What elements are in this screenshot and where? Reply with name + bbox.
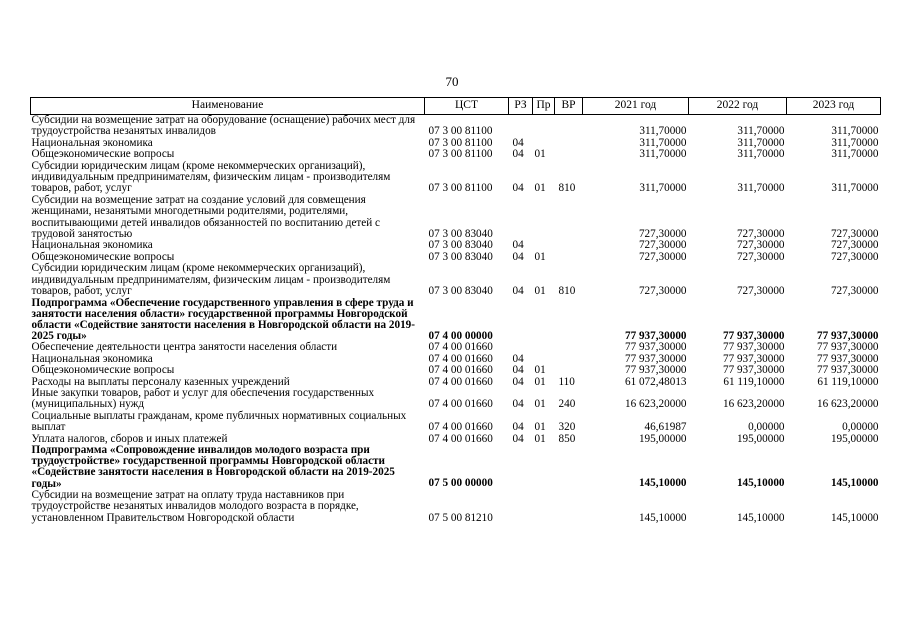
table-row — [31, 490, 881, 524]
cell-name: Субсидии на возмещение затрат на оплату труда наставников при трудоустройстве незанятых инвалидов молодого возраста в порядке, установленном Правительством Новгородской области — [31, 488, 359, 524]
cell-name: Расходы на выплаты персоналу казенных учреждений — [31, 375, 290, 388]
cell-rz: 04 — [512, 285, 524, 298]
cell-csr: 07 3 00 81100 — [428, 182, 493, 195]
cell-vr: 810 — [558, 285, 576, 298]
cell-y2022: 77 937,30000 — [722, 329, 785, 342]
table-row — [31, 388, 881, 411]
cell-name: Общеэкономические вопросы — [31, 148, 175, 161]
cell-rz: 04 — [512, 182, 524, 195]
cell-rz — [509, 342, 533, 353]
cell-pr: 01 — [534, 398, 546, 411]
cell-y2021: 145,10000 — [638, 477, 687, 490]
header-csr: ЦСТ — [425, 98, 509, 115]
table-row — [31, 195, 881, 241]
cell-name: Подпрограмма «Обеспечение государственного управления в сфере труда и занятости населения области» государственной программы Новгородской области «Содействие занятости населения в Новгородской области на 2019-2025 годы» — [31, 296, 415, 343]
cell-y2022: 61 119,10000 — [723, 375, 785, 388]
cell-name: Общеэкономические вопросы — [31, 364, 175, 377]
cell-name: Субсидии юридическим лицам (кроме некоммерческих организаций), индивидуальным предпринимателям, физическим лицам - производителям товаров, работ, услуг — [31, 262, 391, 298]
cell-name: Уплата налогов, сборов и иных платежей — [31, 432, 228, 445]
cell-pr — [533, 445, 555, 490]
cell-name: Иные закупки товаров, работ и услуг для обеспечения государственных (муниципальных) нужд — [31, 386, 375, 411]
cell-pr — [533, 298, 555, 343]
cell-rz: 04 — [512, 375, 524, 388]
cell-y2022: 311,70000 — [737, 125, 785, 138]
cell-csr: 07 3 00 83040 — [428, 228, 493, 241]
header-2021: 2021 год — [583, 98, 689, 115]
cell-y2023: 311,70000 — [831, 148, 879, 161]
cell-y2023: 195,00000 — [830, 432, 879, 445]
table-row — [31, 342, 881, 353]
cell-y2021: 77 937,30000 — [624, 329, 687, 342]
cell-vr — [555, 298, 583, 343]
cell-pr: 01 — [534, 364, 546, 377]
cell-csr: 07 3 00 83040 — [428, 250, 493, 263]
cell-y2021: 195,00000 — [638, 432, 687, 445]
cell-name: Национальная экономика — [31, 352, 153, 365]
cell-vr — [555, 240, 583, 251]
cell-y2021: 727,30000 — [638, 239, 687, 252]
cell-vr: 110 — [558, 375, 575, 388]
cell-pr: 01 — [534, 250, 546, 263]
cell-csr: 07 4 00 01660 — [428, 375, 493, 388]
cell-y2023: 16 623,20000 — [816, 398, 879, 411]
cell-vr — [555, 115, 583, 138]
cell-vr: 240 — [558, 398, 576, 411]
cell-rz — [509, 298, 533, 343]
cell-y2023: 311,70000 — [831, 182, 879, 195]
cell-vr — [555, 138, 583, 149]
cell-y2021: 311,70000 — [639, 125, 687, 138]
cell-y2023: 311,70000 — [831, 125, 879, 138]
cell-vr — [555, 365, 583, 376]
cell-vr — [555, 354, 583, 365]
cell-name: Национальная экономика — [31, 239, 153, 252]
header-2022: 2022 год — [689, 98, 787, 115]
cell-vr — [555, 149, 583, 160]
cell-vr: 850 — [558, 432, 576, 445]
table-body — [31, 115, 881, 525]
cell-y2023: 0,00000 — [842, 421, 879, 434]
cell-name: Общеэкономические вопросы — [31, 250, 175, 263]
table-row — [31, 161, 881, 195]
cell-y2023: 727,30000 — [830, 239, 879, 252]
cell-vr — [555, 490, 583, 524]
table-row — [31, 411, 881, 434]
cell-rz — [509, 115, 533, 138]
table-row — [31, 115, 881, 138]
cell-pr: 01 — [534, 375, 546, 388]
cell-name: Обеспечение деятельности центра занятости населения области — [31, 341, 338, 354]
cell-y2023: 727,30000 — [830, 228, 879, 241]
cell-csr: 07 5 00 00000 — [428, 477, 493, 490]
cell-y2023: 77 937,30000 — [816, 341, 879, 354]
cell-y2022: 145,10000 — [736, 511, 785, 524]
cell-y2021: 145,10000 — [638, 511, 687, 524]
cell-rz: 04 — [512, 239, 524, 252]
cell-y2023: 77 937,30000 — [816, 364, 879, 377]
cell-y2022: 77 937,30000 — [722, 352, 785, 365]
cell-vr: 810 — [558, 182, 576, 195]
cell-y2021: 727,30000 — [638, 228, 687, 241]
table-row-subprogram — [31, 445, 881, 490]
table-row — [31, 149, 881, 160]
table-row — [31, 263, 881, 297]
cell-rz: 04 — [512, 352, 524, 365]
table-row-subprogram — [31, 298, 881, 343]
header-name: Наименование — [31, 98, 425, 115]
cell-pr — [533, 195, 555, 241]
cell-name: Национальная экономика — [31, 136, 153, 149]
cell-y2021: 77 937,30000 — [624, 364, 687, 377]
cell-y2023: 727,30000 — [830, 250, 879, 263]
cell-pr: 01 — [534, 285, 546, 298]
cell-csr: 07 4 00 01660 — [428, 341, 493, 354]
cell-csr: 07 4 00 01660 — [428, 421, 493, 434]
cell-pr: 01 — [534, 432, 546, 445]
cell-pr — [533, 342, 555, 353]
cell-rz: 04 — [512, 398, 524, 411]
cell-y2023: 77 937,30000 — [816, 352, 879, 365]
cell-y2022: 727,30000 — [736, 285, 785, 298]
table-row — [31, 365, 881, 376]
cell-pr: 01 — [534, 182, 546, 195]
header-2023: 2023 год — [787, 98, 881, 115]
cell-y2023: 727,30000 — [830, 285, 879, 298]
cell-rz: 04 — [512, 148, 524, 161]
cell-pr — [533, 115, 555, 138]
cell-rz: 04 — [512, 432, 524, 445]
cell-rz: 04 — [512, 364, 524, 377]
cell-csr: 07 4 00 01660 — [428, 352, 493, 365]
cell-vr: 320 — [558, 421, 576, 434]
cell-y2022: 16 623,20000 — [722, 398, 785, 411]
cell-y2023: 77 937,30000 — [816, 329, 879, 342]
cell-rz — [509, 445, 533, 490]
cell-name: Субсидии юридическим лицам (кроме некоммерческих организаций), индивидуальным предпринимателям, физическим лицам - производителям товаров, работ, услуг — [31, 159, 391, 195]
cell-y2022: 77 937,30000 — [722, 364, 785, 377]
cell-y2022: 195,00000 — [736, 432, 785, 445]
cell-y2021: 311,70000 — [639, 148, 687, 161]
cell-y2022: 727,30000 — [736, 239, 785, 252]
cell-csr: 07 3 00 81100 — [428, 148, 493, 161]
cell-csr: 07 4 00 01660 — [428, 398, 493, 411]
cell-y2022: 727,30000 — [736, 228, 785, 241]
cell-name: Подпрограмма «Сопровождение инвалидов молодого возраста при трудоустройстве» государственной программы Новгородской области «Содействие занятости населения в Новгородской области на 2019-2025 годы» — [31, 443, 395, 490]
cell-y2022: 311,70000 — [737, 148, 785, 161]
cell-vr — [555, 195, 583, 241]
cell-y2023: 145,10000 — [830, 511, 879, 524]
cell-rz: 04 — [512, 136, 524, 149]
cell-pr: 01 — [534, 421, 546, 434]
table-header-row — [31, 98, 881, 115]
cell-vr — [555, 342, 583, 353]
cell-csr: 07 3 00 83040 — [428, 285, 493, 298]
cell-y2021: 311,70000 — [639, 182, 687, 195]
cell-y2022: 311,70000 — [737, 136, 785, 149]
cell-y2021: 727,30000 — [638, 250, 687, 263]
cell-y2021: 727,30000 — [638, 285, 687, 298]
header-pr: Пр — [533, 98, 555, 115]
cell-y2023: 145,10000 — [830, 477, 879, 490]
cell-rz: 04 — [512, 250, 524, 263]
cell-rz — [509, 490, 533, 524]
cell-csr: 07 3 00 81100 — [428, 125, 493, 138]
cell-rz: 04 — [512, 421, 524, 434]
cell-y2021: 77 937,30000 — [624, 341, 687, 354]
cell-y2021: 77 937,30000 — [624, 352, 687, 365]
cell-pr: 01 — [534, 148, 546, 161]
budget-table — [30, 97, 881, 524]
cell-vr — [555, 252, 583, 263]
cell-y2021: 61 072,48013 — [624, 375, 687, 388]
cell-y2022: 311,70000 — [737, 182, 785, 195]
cell-name: Социальные выплаты гражданам, кроме публичных нормативных социальных выплат — [31, 409, 407, 434]
cell-csr: 07 4 00 01660 — [428, 364, 493, 377]
cell-y2022: 77 937,30000 — [722, 341, 785, 354]
cell-csr: 07 5 00 81210 — [428, 511, 493, 524]
cell-y2023: 61 119,10000 — [817, 375, 879, 388]
cell-y2021: 311,70000 — [639, 136, 687, 149]
cell-rz — [509, 195, 533, 241]
cell-name: Субсидии на возмещение затрат на оборудование (оснащение) рабочих мест для трудоустройства незанятых инвалидов — [31, 114, 416, 138]
cell-csr: 07 4 00 00000 — [428, 329, 493, 342]
cell-name: Субсидии на возмещение затрат на создание условий для совмещения женщинами, незанятыми многодетными родителями, родителями, воспитывающими детей инвалидов обязанностей по воспитанию детей с трудовой занятостью — [31, 193, 381, 241]
page-number: 70 — [445, 74, 459, 89]
cell-vr — [555, 445, 583, 490]
cell-pr — [533, 490, 555, 524]
cell-csr: 07 3 00 83040 — [428, 239, 493, 252]
header-vr: ВР — [555, 98, 583, 115]
cell-y2022: 727,30000 — [736, 250, 785, 263]
header-rz: РЗ — [509, 98, 533, 115]
cell-y2023: 311,70000 — [831, 136, 879, 149]
cell-y2021: 16 623,20000 — [624, 398, 687, 411]
cell-csr: 07 4 00 01660 — [428, 432, 493, 445]
cell-y2021: 46,61987 — [644, 421, 687, 434]
cell-csr: 07 3 00 81100 — [428, 136, 493, 149]
cell-y2022: 145,10000 — [736, 477, 785, 490]
cell-y2022: 0,00000 — [748, 421, 785, 434]
